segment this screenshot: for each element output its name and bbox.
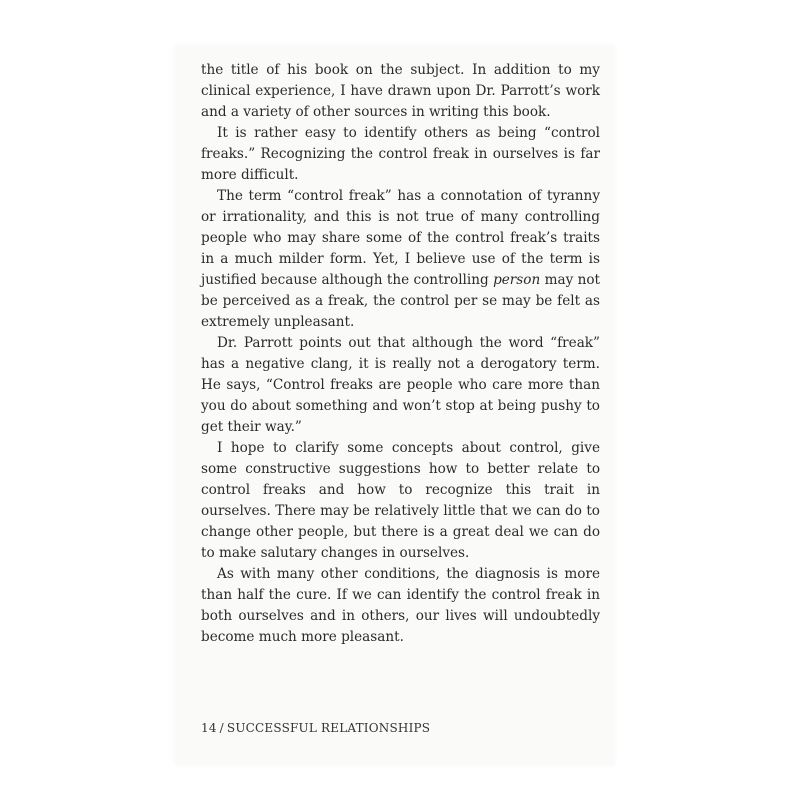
paragraph-3-part-2: may not be perceived as a freak, the control per se may be felt as extremely unpleasant.	[201, 272, 600, 330]
paragraph-3-part-1: The term “control freak” has a connotation of tyranny or irrationality, and this is not true of many controlling people who may share some of the control freak’s traits in a much milder form. Yet, I believe use of the term is justified because although the controlling	[201, 188, 600, 288]
footer-separator: /	[219, 721, 224, 735]
paragraph-4: Dr. Parrott points out that although the word “freak” has a negative clang, it is really not a derogatory term. He says, “Control freaks are people who care more than you do about something and won’t stop at being pushy to get their way.”	[201, 335, 600, 435]
page-footer	[201, 721, 430, 735]
paragraph-1: the title of his book on the subject. In addition to my clinical experience, I have drawn upon Dr. Parrott’s work and a variety of other sources in writing this book.	[201, 62, 600, 120]
paragraph-6: As with many other conditions, the diagnosis is more than half the cure. If we can identify the control freak in both ourselves and in others, our lives will undoubtedly become much more pleasant.	[201, 566, 600, 645]
body-text	[201, 60, 600, 648]
paragraph-3	[201, 186, 600, 333]
paragraph-5: I hope to clarify some concepts about control, give some constructive suggestions how to better relate to control freaks and how to recognize this trait in ourselves. There may be relatively little that we can do to change other people, but there is a great deal we can do to make salutary changes in ourselves.	[201, 440, 600, 561]
emphasis-person: person	[493, 272, 541, 288]
page-number: 14	[201, 721, 217, 735]
paragraph-2: It is rather easy to identify others as being “control freaks.” Recognizing the control freak in ourselves is far more difficult.	[201, 125, 600, 183]
running-title: SUCCESSFUL RELATIONSHIPS	[226, 721, 431, 735]
